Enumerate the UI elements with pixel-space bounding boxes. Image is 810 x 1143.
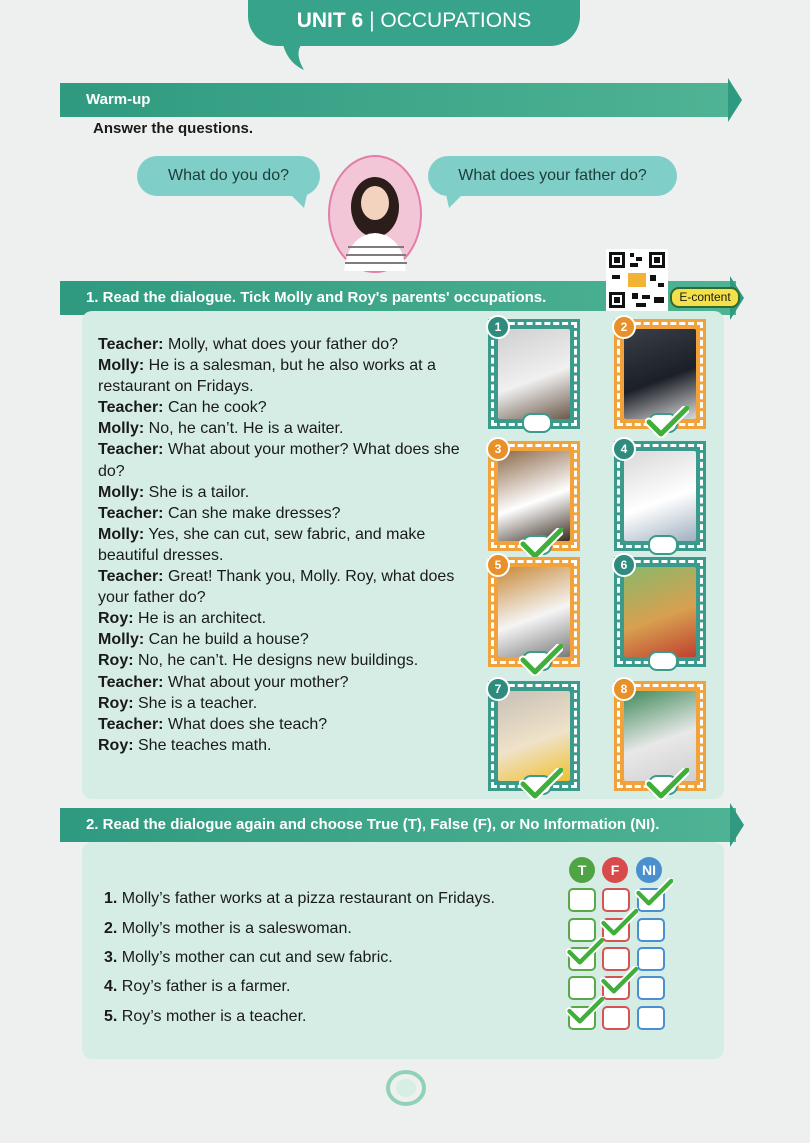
- dialogue-utterance: He is a salesman, but he also works at a restaurant on Fridays.: [98, 357, 436, 396]
- dialogue-speaker: Roy:: [98, 610, 134, 628]
- answer-box-ni[interactable]: [637, 918, 665, 942]
- dialogue-utterance: No, he can’t. He is a waiter.: [144, 420, 344, 438]
- dialogue-utterance: Can he build a house?: [144, 631, 309, 649]
- dialogue-speaker: Roy:: [98, 694, 134, 712]
- checkmark-icon: [519, 528, 563, 560]
- statement-row: [104, 978, 290, 996]
- occupation-card[interactable]: [491, 322, 577, 426]
- checkmark-icon: [519, 644, 563, 676]
- dialogue-utterance: Molly, what does your father do?: [163, 336, 399, 353]
- dialogue-utterance: What does she teach?: [163, 715, 328, 733]
- statement-number: 1.: [104, 890, 118, 907]
- dialogue-line: [98, 693, 478, 714]
- checkmark-icon: [566, 996, 604, 1026]
- qr-code-icon[interactable]: [606, 249, 668, 311]
- card-number: 6: [612, 553, 636, 577]
- dialogue-speaker: Roy:: [98, 652, 134, 670]
- header-t: T: [569, 857, 595, 883]
- dialogue-speaker: Teacher:: [98, 673, 164, 691]
- checkmark-icon: [519, 768, 563, 800]
- dialogue-utterance: He is an architect.: [133, 610, 267, 628]
- statement-number: 2.: [104, 920, 118, 937]
- dialogue-line: [98, 397, 478, 418]
- dialogue-line: [98, 503, 478, 524]
- bubble-left-tail: [286, 190, 310, 210]
- dialogue-speaker: Teacher:: [98, 441, 164, 459]
- dialogue-line: [98, 439, 478, 481]
- header-ni: NI: [636, 857, 662, 883]
- statement-text: Roy’s father is a farmer.: [117, 978, 291, 995]
- statement-number: 5.: [104, 1008, 118, 1025]
- statement-text: Roy’s mother is a teacher.: [117, 1008, 307, 1025]
- dialogue-speaker: Molly:: [98, 631, 145, 649]
- dialogue-speaker: Molly:: [98, 525, 145, 543]
- answer-box-ni[interactable]: [637, 976, 665, 1000]
- statement-text: Molly’s mother is a saleswoman.: [117, 920, 352, 937]
- dialogue-speaker: Molly:: [98, 357, 145, 375]
- dialogue-speaker: Teacher:: [98, 568, 164, 586]
- chef-photo: [498, 329, 570, 419]
- checkmark-icon: [566, 937, 604, 967]
- statement-text: Molly’s mother can cut and sew fabric.: [117, 949, 393, 966]
- dialogue-line: [98, 418, 478, 439]
- dialogue-line: [98, 650, 478, 671]
- answer-box-ni[interactable]: [637, 1006, 665, 1030]
- dialogue-utterance: Can she make dresses?: [163, 504, 341, 522]
- dialogue-utterance: No, he can’t. He designs new buildings.: [133, 652, 419, 670]
- dialogue-speaker: Teacher:: [98, 715, 164, 733]
- card-number: 5: [486, 553, 510, 577]
- card-number: 2: [612, 315, 636, 339]
- dialogue-line: [98, 482, 478, 503]
- dialogue-speaker: Teacher:: [98, 399, 164, 417]
- dialogue-utterance: She teaches math.: [133, 736, 272, 754]
- statement-text: Molly’s father works at a pizza restaurant on Fridays.: [117, 890, 495, 907]
- tick-box[interactable]: [648, 535, 678, 555]
- dialogue-utterance: Great! Thank you, Molly. Roy, what does your father do?: [98, 568, 455, 607]
- checkmark-icon: [645, 768, 689, 800]
- section2-title: 2. Read the dialogue again and choose True (T), False (F), or No Information (NI).: [86, 816, 660, 833]
- tick-box[interactable]: [648, 651, 678, 671]
- bubble-right: What does your father do?: [428, 156, 677, 196]
- dialogue-line: [98, 334, 478, 355]
- statement-number: 3.: [104, 949, 118, 966]
- unit-title: UNIT 6 | OCCUPATIONS: [296, 9, 532, 32]
- dialogue-line: [98, 672, 478, 693]
- answer-box-ni[interactable]: [637, 947, 665, 971]
- dialogue-speaker: Teacher:: [98, 504, 164, 522]
- dialogue-utterance: What about your mother?: [163, 673, 349, 691]
- warmup-bar: [60, 83, 730, 117]
- card-number: 4: [612, 437, 636, 461]
- dialogue-line: [98, 608, 478, 629]
- answer-box-t[interactable]: [568, 888, 596, 912]
- statement-number: 4.: [104, 978, 118, 995]
- section2-bar: [60, 808, 736, 842]
- dialogue-utterance: Can he cook?: [163, 399, 267, 417]
- unit-tab-tail: [282, 40, 306, 70]
- farmer-photo: [624, 567, 696, 657]
- dialogue-line: [98, 355, 478, 397]
- dialogue-utterance: She is a teacher.: [133, 694, 258, 712]
- checkmark-icon: [645, 406, 689, 438]
- occupation-card[interactable]: [617, 560, 703, 664]
- occupation-card[interactable]: [617, 444, 703, 548]
- card-number: 1: [486, 315, 510, 339]
- dialogue-utterance: She is a tailor.: [144, 483, 250, 501]
- dialogue-line: [98, 714, 478, 735]
- warmup-title: Warm-up: [86, 91, 151, 108]
- header-f: F: [602, 857, 628, 883]
- statement-row: [104, 920, 352, 938]
- dialogue-utterance: What about your mother? What does she do?: [98, 441, 460, 480]
- dialogue-speaker: Roy:: [98, 736, 134, 754]
- card-number: 3: [486, 437, 510, 461]
- dialogue-speaker: Teacher:: [98, 336, 164, 353]
- dialogue-utterance: Yes, she can cut, sew fabric, and make beautiful dresses.: [98, 525, 426, 564]
- section2-bar-arrow: [730, 803, 744, 847]
- card-number: 8: [612, 677, 636, 701]
- bubble-right-tail: [443, 190, 467, 210]
- warmup-bar-arrow: [728, 78, 742, 122]
- page-number-ornament: [384, 1068, 428, 1108]
- warmup-instruction: Answer the questions.: [93, 120, 254, 137]
- statement-row: [104, 1008, 306, 1026]
- answer-box-f[interactable]: [602, 1006, 630, 1030]
- bubble-left: What do you do?: [137, 156, 320, 196]
- statement-row: [104, 890, 495, 908]
- checkmark-icon: [600, 908, 638, 938]
- dialogue-line: [98, 735, 478, 756]
- econtent-badge[interactable]: E-content: [670, 287, 740, 308]
- dialogue-speaker: Molly:: [98, 483, 145, 501]
- dialogue-line: [98, 566, 478, 608]
- statement-row: [104, 949, 393, 967]
- dialogue-line: [98, 524, 478, 566]
- checkmark-icon: [635, 878, 673, 908]
- dialogue-text: [98, 334, 478, 756]
- checkmark-icon: [600, 966, 638, 996]
- tick-box[interactable]: [522, 413, 552, 433]
- card-number: 7: [486, 677, 510, 701]
- section1-title: 1. Read the dialogue. Tick Molly and Roy's parents' occupations.: [86, 289, 547, 306]
- dialogue-speaker: Molly:: [98, 420, 145, 438]
- dialogue-line: [98, 629, 478, 650]
- dentist-photo: [624, 451, 696, 541]
- girl-portrait-image: [328, 155, 422, 273]
